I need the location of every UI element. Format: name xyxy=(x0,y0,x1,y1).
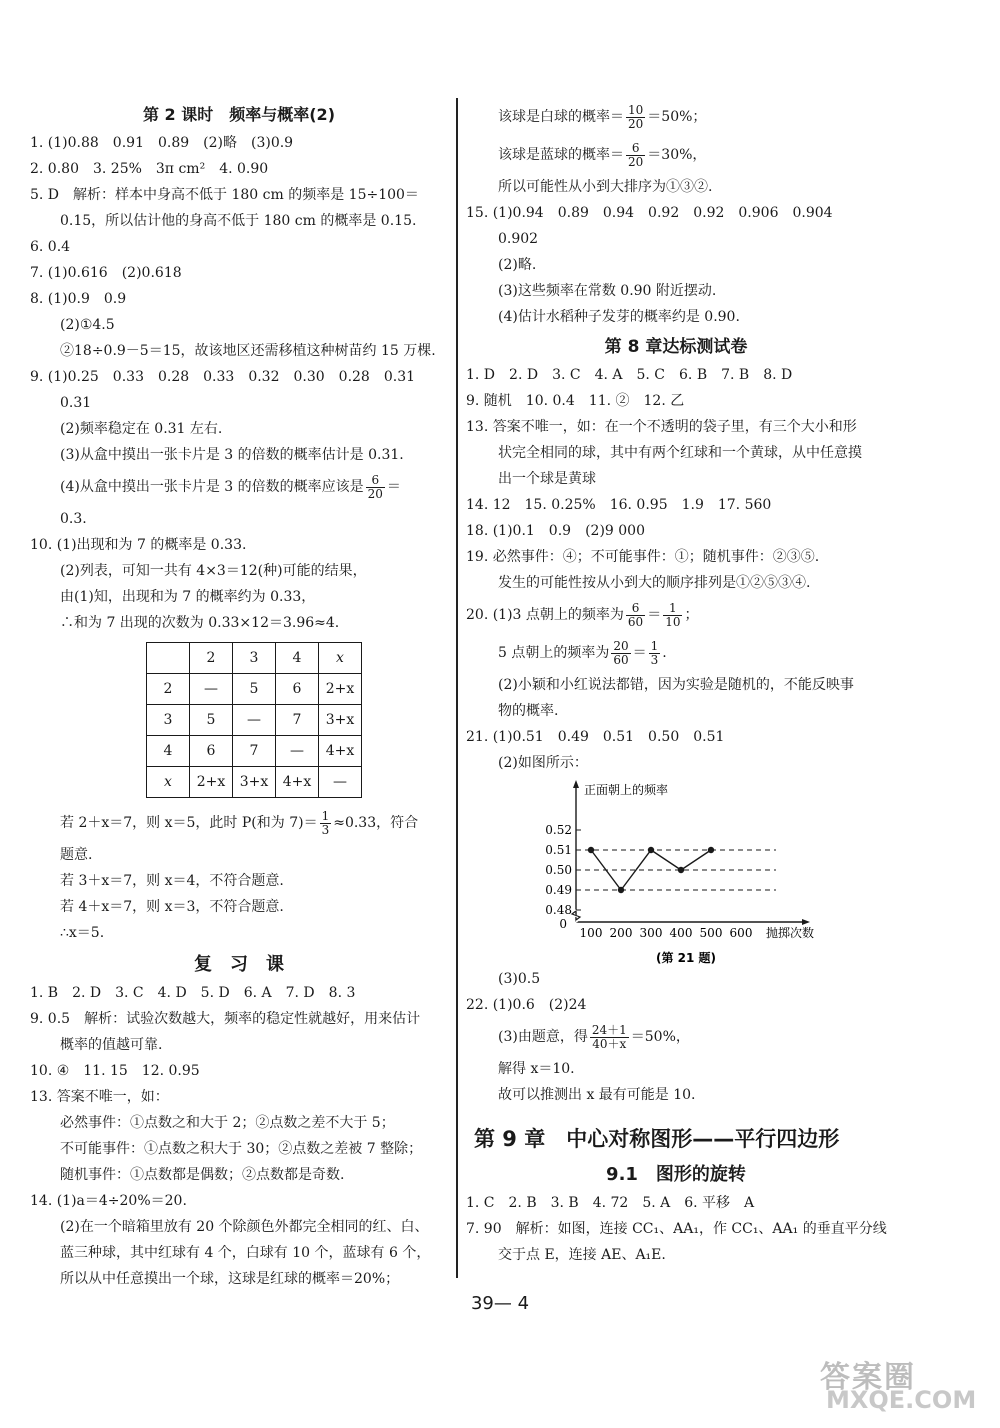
test-answer-21-part-3: (3)0.5 xyxy=(498,971,541,987)
section-9-1-answer-7-cont: 交于点 E，连接 AE、A₁E. xyxy=(498,1247,666,1263)
frequency-chart-container xyxy=(466,780,886,966)
answer-9-part-2: (2)频率稳定在 0.31 左右. xyxy=(60,421,223,437)
denominator: 60 xyxy=(613,652,629,667)
white-ball-text: 该球是白球的概率＝ xyxy=(498,109,624,125)
test-answer-22-part-3 xyxy=(466,1018,886,1056)
case-1-tail: ≈0.33，符合 xyxy=(333,815,419,831)
chart-caption: (第 21 题) xyxy=(656,951,717,965)
answer-15-part-3: (3)这些频率在常数 0.90 附近摆动. xyxy=(498,283,717,299)
answer-9-result: 0.3. xyxy=(60,511,87,527)
column-divider xyxy=(456,98,458,1278)
table-row xyxy=(147,705,362,736)
numerator: 1 xyxy=(321,808,330,823)
table-cell: — xyxy=(276,736,319,767)
table-cell: 5 xyxy=(190,705,233,736)
answer-10: 10. (1)出现和为 7 的概率是 0.33. xyxy=(30,537,247,553)
table-cell: 3 xyxy=(147,705,190,736)
data-point xyxy=(648,847,654,853)
table-cell: 3 xyxy=(233,643,276,674)
table-cell: 4 xyxy=(147,736,190,767)
right-column xyxy=(466,98,886,1268)
table-row xyxy=(147,674,362,705)
x-tick-label: 100 xyxy=(579,926,603,940)
equals-sign: ＝ xyxy=(647,607,662,623)
fraction-1-10 xyxy=(663,602,682,629)
test-answer-22-solve: 解得 x＝10. xyxy=(498,1061,575,1077)
answer-15-part-2: (2)略. xyxy=(498,257,537,273)
review-answer-13-certain: 必然事件：①点数之和大于 2；②点数之差不大于 5； xyxy=(60,1115,395,1131)
table-cell: 6 xyxy=(276,674,319,705)
answer-20-five-text: 5 点朝上的频率为 xyxy=(498,645,610,661)
denominator: 10 xyxy=(665,614,681,629)
numerator: 1 xyxy=(663,602,682,616)
data-point xyxy=(588,847,594,853)
table-cell: 5 xyxy=(233,674,276,705)
answer-5: 5. D 解析：样本中身高不低于 180 cm 的频率是 15÷100＝ xyxy=(30,187,419,203)
blue-ball-text: 该球是蓝球的概率＝ xyxy=(498,147,624,163)
test-answer-13-line-3: 出一个球是黄球 xyxy=(498,471,596,487)
denominator: 20 xyxy=(628,154,644,169)
blue-ball-result: ＝30%， xyxy=(647,147,707,163)
table-row xyxy=(147,767,362,798)
table-cell: — xyxy=(319,767,362,798)
section-9-1-answers-1-6: 1. C 2. B 3. B 4. 72 5. A 6. 平移 A xyxy=(466,1195,755,1211)
chapter-9-heading: 第 9 章 中心对称图形——平行四边形 xyxy=(474,1127,840,1151)
test-answer-19-order: 发生的可能性按从小到大的顺序排列是①②⑤③④. xyxy=(498,575,811,591)
test-answers-14-17: 14. 12 15. 0.25% 16. 0.95 1.9 17. 560 xyxy=(466,497,772,513)
test-answer-22-conclusion: 故可以推测出 x 最有可能是 10. xyxy=(498,1087,696,1103)
x-axis-label: 抛掷次数 xyxy=(766,926,815,940)
y-tick-label: 0.48 xyxy=(545,903,572,917)
x-tick-label: 300 xyxy=(639,926,663,940)
test-answer-21: 21. (1)0.51 0.49 0.51 0.50 0.51 xyxy=(466,729,725,745)
review-answer-14: 14. (1)a＝4÷20%＝20. xyxy=(30,1193,187,1209)
denominator: 3 xyxy=(321,822,330,837)
x-axis-arrow xyxy=(802,919,810,925)
data-point xyxy=(678,867,684,873)
probability-order: 所以可能性从小到大排序为①③②. xyxy=(498,179,713,195)
answer-8-part-2b: ②18÷0.9－5＝15，故该地区还需移植这种树苗约 15 万棵. xyxy=(60,343,436,359)
table-cell: 6 xyxy=(190,736,233,767)
section-9-1-answer-7: 7. 90 解析：如图，连接 CC₁、AA₁，作 CC₁、AA₁ 的垂直平分线 xyxy=(466,1221,887,1237)
section-heading-review: 复 习 课 xyxy=(194,954,284,975)
numerator: 1 xyxy=(650,638,659,653)
blue-ball-probability xyxy=(466,136,886,174)
white-ball-result: ＝50%； xyxy=(647,109,707,125)
review-answer-13-impossible: 不可能事件：①点数之积大于 30；②点数之差被 7 整除； xyxy=(60,1141,423,1157)
answer-9-part-4 xyxy=(30,468,448,506)
answer-10-line-3: 由(1)知，出现和为 7 的概率约为 0.33， xyxy=(60,589,316,605)
answer-6: 6. 0.4 xyxy=(30,239,71,255)
fraction-1-3 xyxy=(649,640,661,667)
watermark-logo-text: 答案圈 xyxy=(820,1360,916,1395)
denominator: 3 xyxy=(650,652,659,667)
numerator: 6 xyxy=(626,602,645,616)
table-cell xyxy=(147,643,190,674)
answer-10-case-2: 若 3＋x＝7，则 x＝4，不符合题意. xyxy=(60,873,284,889)
frequency-line-chart xyxy=(466,780,826,966)
section-heading-chapter-8-test: 第 8 章达标测试卷 xyxy=(604,337,748,357)
answer-1: 1. (1)0.88 0.91 0.89 (2)略 (3)0.9 xyxy=(30,135,294,151)
table-cell: 4+x xyxy=(319,736,362,767)
review-answer-9-cont: 概率的值越可靠. xyxy=(60,1037,163,1053)
answer-10-case-1 xyxy=(30,804,448,842)
table-cell: x xyxy=(147,767,190,798)
table-cell: 4 xyxy=(276,643,319,674)
section-heading-lesson-2: 第 2 课时 频率与概率(2) xyxy=(142,105,336,124)
answer-2: 2. 0.80 3. 25% 3π cm² 4. 0.90 xyxy=(30,161,269,177)
x-tick-label: 600 xyxy=(729,926,753,940)
answer-9-part-4-text: (4)从盒中摸出一张卡片是 3 的倍数的概率应该是 xyxy=(60,479,364,495)
x-tick-label: 200 xyxy=(609,926,633,940)
review-answers-1-8: 1. B 2. D 3. C 4. D 5. D 6. A 7. D 8. 3 xyxy=(30,985,356,1001)
answer-9-part-3: (3)从盒中摸出一张卡片是 3 的倍数的概率估计是 0.31. xyxy=(60,447,404,463)
answer-10-part-2: (2)列表，可知一共有 4×3＝12(种)可能的结果， xyxy=(60,563,367,579)
test-answer-21-part-2: (2)如图所示： xyxy=(498,755,588,771)
test-answers-9-12: 9. 随机 10. 0.4 11. ② 12. 乙 xyxy=(466,393,685,409)
review-answer-13: 13. 答案不唯一，如： xyxy=(30,1089,169,1105)
period: . xyxy=(662,645,667,661)
answer-22-result: ＝50%， xyxy=(630,1029,690,1045)
answer-10-case-1-cont: 题意. xyxy=(60,847,93,863)
fraction-25-over-40x xyxy=(590,1024,629,1051)
answer-10-conclusion: ∴x＝5. xyxy=(60,925,105,941)
review-answer-9: 9. 0.5 解析：试验次数越大，频率的稳定性就越好，用来估计 xyxy=(30,1011,421,1027)
table-cell: 2 xyxy=(147,674,190,705)
sum-table xyxy=(146,642,362,798)
answer-22-text: (3)由题意，得 xyxy=(498,1029,588,1045)
table-cell: — xyxy=(233,705,276,736)
answer-10-case-3: 若 4＋x＝7，则 x＝3，不符合题意. xyxy=(60,899,284,915)
table-cell: 7 xyxy=(276,705,319,736)
origin-label: 0 xyxy=(559,917,567,931)
x-tick-label: 400 xyxy=(669,926,693,940)
fraction-6-20 xyxy=(626,142,645,169)
table-cell: 4+x xyxy=(276,767,319,798)
table-cell: 3+x xyxy=(319,705,362,736)
numerator: 6 xyxy=(626,142,645,156)
chart-title: 正面朝上的频率 xyxy=(584,783,669,797)
table-cell: 3+x xyxy=(233,767,276,798)
denominator: 20 xyxy=(367,486,383,501)
equals-sign: ＝ xyxy=(386,479,401,495)
answer-20-text: 20. (1)3 点朝上的频率为 xyxy=(466,607,624,623)
y-tick-label: 0.52 xyxy=(545,823,572,837)
semicolon: ； xyxy=(684,607,699,623)
section-heading-9-1: 9.1 图形的旋转 xyxy=(606,1164,746,1185)
white-ball-probability xyxy=(466,98,886,136)
fraction-6-60 xyxy=(626,602,645,629)
answer-8-part-2: (2)①4.5 xyxy=(60,317,115,333)
denominator: 20 xyxy=(628,116,644,131)
answer-15-part-4: (4)估计水稻种子发芽的概率约是 0.90. xyxy=(498,309,740,325)
table-row xyxy=(147,643,362,674)
y-axis-arrow xyxy=(573,780,579,788)
fraction-6-20 xyxy=(366,474,385,501)
numerator: 10 xyxy=(628,102,644,117)
review-answer-14-line-4: 所以从中任意摸出一个球，这球是红球的概率＝20%； xyxy=(60,1271,400,1287)
test-answer-20-five xyxy=(466,634,886,672)
denominator: 60 xyxy=(627,614,644,629)
y-tick-label: 0.49 xyxy=(545,883,572,897)
fraction-20-60 xyxy=(611,640,630,667)
answer-9-cont: 0.31 xyxy=(60,395,92,411)
equals-sign: ＝ xyxy=(632,645,647,661)
table-cell: 2 xyxy=(190,643,233,674)
page-number: 39— 4 xyxy=(470,1293,530,1314)
table-cell: 7 xyxy=(233,736,276,767)
review-answer-14-line-3: 蓝三种球，其中红球有 4 个，白球有 10 个，蓝球有 6 个， xyxy=(60,1245,431,1261)
answer-5-cont: 0.15，所以估计他的身高不低于 180 cm 的概率是 0.15. xyxy=(60,213,417,229)
numerator: 24＋1 xyxy=(591,1022,627,1037)
test-answer-20 xyxy=(466,596,886,634)
table-cell: x xyxy=(319,643,362,674)
left-column xyxy=(30,98,448,1292)
test-answer-22: 22. (1)0.6 (2)24 xyxy=(466,997,587,1013)
table-cell: 2+x xyxy=(319,674,362,705)
table-cell: 2+x xyxy=(190,767,233,798)
answer-10-line-4: ∴和为 7 出现的次数为 0.33×12＝3.96≈4. xyxy=(60,615,340,631)
review-answers-10-12: 10. ④ 11. 15 12. 0.95 xyxy=(30,1063,200,1079)
table-cell: — xyxy=(190,674,233,705)
numerator: 20 xyxy=(613,638,629,653)
test-answer-18: 18. (1)0.1 0.9 (2)9 000 xyxy=(466,523,645,539)
fraction-10-20 xyxy=(626,104,645,131)
test-answer-20-part-2: (2)小颖和小红说法都错，因为实验是随机的，不能反映事 xyxy=(498,677,854,693)
numerator: 6 xyxy=(366,474,385,488)
table-row xyxy=(147,736,362,767)
data-point xyxy=(708,847,714,853)
review-answer-13-random: 随机事件：①点数都是偶数；②点数都是奇数. xyxy=(60,1167,345,1183)
y-tick-label: 0.51 xyxy=(545,843,572,857)
denominator: 40＋x xyxy=(592,1036,627,1051)
test-answers-1-8: 1. D 2. D 3. C 4. A 5. C 6. B 7. B 8. D xyxy=(466,367,793,383)
y-tick-label: 0.50 xyxy=(545,863,572,877)
test-answer-20-part-2-cont: 物的概率. xyxy=(498,703,559,719)
case-1-text: 若 2＋x＝7，则 x＝5，此时 P(和为 7)＝ xyxy=(60,815,318,831)
watermark-url: MXQE.COM xyxy=(826,1386,977,1414)
answer-15-cont: 0.902 xyxy=(498,231,539,247)
review-answer-14-part-2: (2)在一个暗箱里放有 20 个除颜色外都完全相同的红、白、 xyxy=(60,1219,429,1235)
answer-15: 15. (1)0.94 0.89 0.94 0.92 0.92 0.906 0.904 xyxy=(466,205,833,221)
test-answer-19: 19. 必然事件：④；不可能事件：①；随机事件：②③⑤. xyxy=(466,549,820,565)
test-answer-13: 13. 答案不唯一，如：在一个不透明的袋子里，有三个大小和形 xyxy=(466,419,857,435)
fraction-1-3 xyxy=(320,810,332,837)
test-answer-13-line-2: 状完全相同的球，其中有两个红球和一个黄球，从中任意摸 xyxy=(498,445,862,461)
data-point xyxy=(618,887,624,893)
answer-7: 7. (1)0.616 (2)0.618 xyxy=(30,265,182,281)
answer-9: 9. (1)0.25 0.33 0.28 0.33 0.32 0.30 0.28 0.31 xyxy=(30,369,416,385)
answer-8: 8. (1)0.9 0.9 xyxy=(30,291,127,307)
x-tick-label: 500 xyxy=(699,926,723,940)
